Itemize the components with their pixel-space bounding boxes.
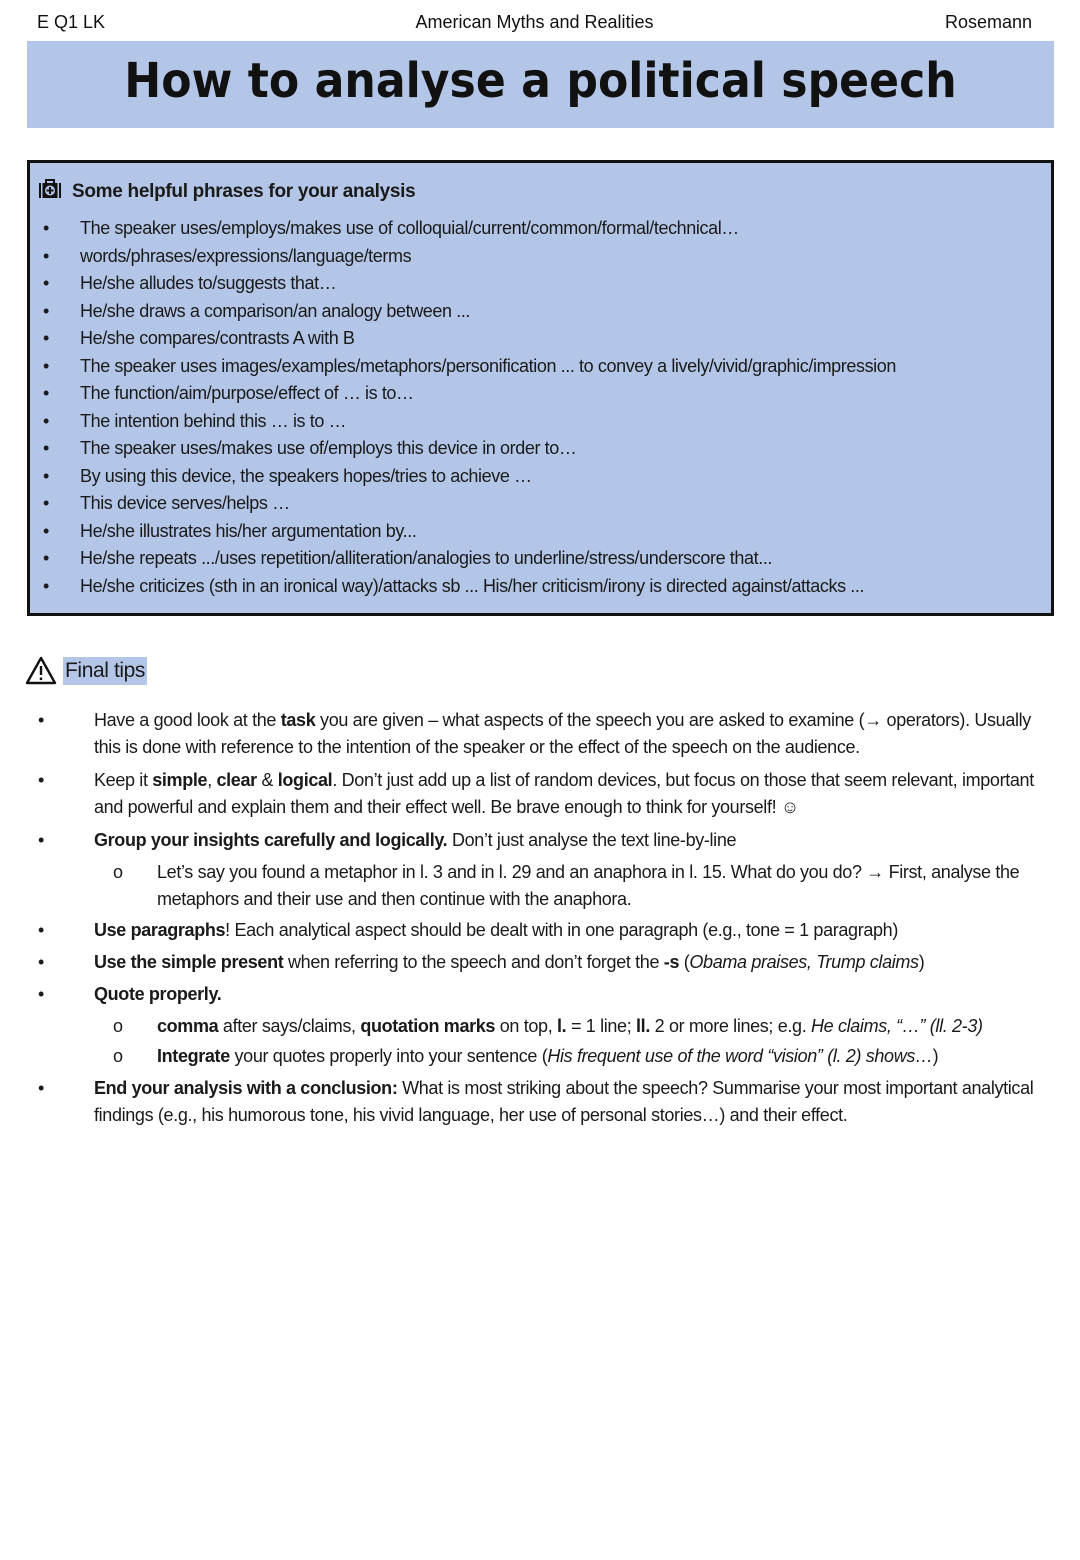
bullet: • xyxy=(38,1078,44,1098)
bullet: • xyxy=(38,830,44,850)
list-item: • He/she illustrates his/her argumentation by... xyxy=(30,518,1051,546)
tip-emphasis: End your analysis with a conclusion: xyxy=(94,1078,398,1098)
tip-text: when referring to the speech and don’t forget the xyxy=(283,952,664,972)
list-item: • By using this device, the speakers hopes/tries to achieve … xyxy=(30,463,1051,491)
sub-bullet: o xyxy=(113,1046,123,1066)
phrases-heading xyxy=(38,179,415,205)
final-tips-label: Final tips xyxy=(63,657,147,685)
final-tips-heading xyxy=(25,656,147,688)
sub-tip-integrate xyxy=(0,1043,1080,1070)
tip-text: Have a good look at the xyxy=(94,710,281,730)
tip-text: 2 or more lines; e.g. xyxy=(649,1016,812,1036)
tip-paragraphs xyxy=(0,917,1080,944)
list-item: • The intention behind this … is to … xyxy=(30,408,1051,436)
tip-emphasis: Use paragraphs xyxy=(94,920,226,940)
list-item: • This device serves/helps … xyxy=(30,490,1051,518)
tip-text: Keep it xyxy=(94,770,153,790)
tip-text: ) xyxy=(918,952,925,972)
tip-text: = 1 line; xyxy=(566,1016,637,1036)
tip-emphasis: Integrate xyxy=(157,1046,230,1066)
tip-text: Don’t just analyse the text line-by-line xyxy=(447,830,737,850)
tip-text: ! Each analytical aspect should be dealt with in one paragraph (e.g., tone = 1 paragraph) xyxy=(225,920,898,940)
list-item: • The function/aim/purpose/effect of … is to… xyxy=(30,380,1051,408)
tip-text: ( xyxy=(679,952,690,972)
tip-emphasis: Group your insights carefully and logically. xyxy=(94,830,448,850)
unit-title: American Myths and Realities xyxy=(415,12,654,32)
tip-emphasis: simple xyxy=(152,770,208,790)
tip-emphasis: l. xyxy=(557,1016,567,1036)
sub-bullet: o xyxy=(113,862,123,882)
tip-text: . Don’t just add up a list of random devices, but focus on those that seem relevant, important and powerful and explain them and their effect well. Be brave enough to think for yourself! ☺ xyxy=(94,770,1034,817)
list-item: • He/she compares/contrasts A with B xyxy=(30,325,1051,353)
tip-example: Obama praises, Trump claims xyxy=(689,952,919,972)
tip-emphasis: Quote properly. xyxy=(94,984,222,1004)
tip-task xyxy=(0,707,1080,761)
list-item: • He/she draws a comparison/an analogy between ... xyxy=(30,298,1051,326)
title-band xyxy=(27,41,1054,128)
list-item: • The speaker uses/makes use of/employs this device in order to… xyxy=(30,435,1051,463)
bullet: • xyxy=(38,952,44,972)
tip-emphasis: comma xyxy=(157,1016,219,1036)
tip-text: on top, xyxy=(495,1016,558,1036)
list-item: • He/she repeats .../uses repetition/alliteration/analogies to underline/stress/underscore that... xyxy=(30,545,1051,573)
tip-emphasis: task xyxy=(280,710,316,730)
tip-keep-simple xyxy=(0,767,1080,821)
list-item: • The speaker uses images/examples/metaphors/personification ... to convey a lively/vivid/graphic/impression xyxy=(30,353,1051,381)
list-item: • He/she alludes to/suggests that… xyxy=(30,270,1051,298)
tip-text: , xyxy=(207,770,217,790)
tip-quote-properly xyxy=(0,981,1080,1008)
sub-tip-comma xyxy=(0,1013,1080,1040)
tip-emphasis: logical xyxy=(277,770,333,790)
tip-emphasis: -s xyxy=(663,952,680,972)
tip-emphasis: clear xyxy=(216,770,257,790)
tip-group-insights xyxy=(0,827,1080,854)
phrases-heading-text: Some helpful phrases for your analysis xyxy=(72,181,416,203)
sub-tip-metaphor xyxy=(0,859,1080,913)
tip-text: & xyxy=(256,770,278,790)
tip-text: What is most striking about the speech? Summarise your most important analytical findings (e.g., his humorous tone, his vivid language, her use of personal stories…) and their effect. xyxy=(94,1078,1034,1125)
tip-conclusion xyxy=(0,1075,1080,1129)
bullet: • xyxy=(38,920,44,940)
bullet: • xyxy=(38,710,44,730)
list-item: • He/she criticizes (sth in an ironical way)/attacks sb ... His/her criticism/irony is directed against/attacks ... xyxy=(30,573,1051,601)
tip-example: He claims, “…” (ll. 2-3) xyxy=(811,1016,983,1036)
first-aid-kit-icon xyxy=(38,179,64,205)
tip-text: after says/claims, xyxy=(218,1016,361,1036)
tip-emphasis: ll. xyxy=(636,1016,650,1036)
tip-text: you are given – what aspects of the speech you are asked to examine (→ operators). Usually this is done with reference to the intention of the speaker or the effect of the speech on the audience. xyxy=(94,710,1031,757)
tip-simple-present xyxy=(0,949,1080,976)
helpful-phrases-box xyxy=(27,160,1054,616)
tip-emphasis: Use the simple present xyxy=(94,952,284,972)
course-code: E Q1 LK xyxy=(37,12,106,32)
sub-bullet: o xyxy=(113,1016,123,1036)
tip-example: His frequent use of the word “vision” (l. 2) shows… xyxy=(547,1046,933,1066)
tip-text: ) xyxy=(932,1046,939,1066)
sub-tip-text: Let’s say you found a metaphor in l. 3 and in l. 29 and an anaphora in l. 15. What do you do? → First, analyse the metaphors and their use and then continue with the anaphora. xyxy=(157,862,1020,909)
warning-icon xyxy=(25,656,57,686)
list-item: • words/phrases/expressions/language/terms xyxy=(30,243,1051,271)
bullet: • xyxy=(38,770,44,790)
page-header xyxy=(37,12,1032,38)
page-title: How to analyse a political speech xyxy=(124,53,957,109)
bullet: • xyxy=(38,984,44,1004)
tip-text: your quotes properly into your sentence ( xyxy=(229,1046,548,1066)
tip-emphasis: quotation marks xyxy=(360,1016,496,1036)
final-tips-list xyxy=(0,707,1080,1129)
teacher-name: Rosemann xyxy=(944,12,1032,32)
phrase-list xyxy=(30,215,1051,600)
list-item: • The speaker uses/employs/makes use of colloquial/current/common/formal/technical… xyxy=(30,215,1051,243)
